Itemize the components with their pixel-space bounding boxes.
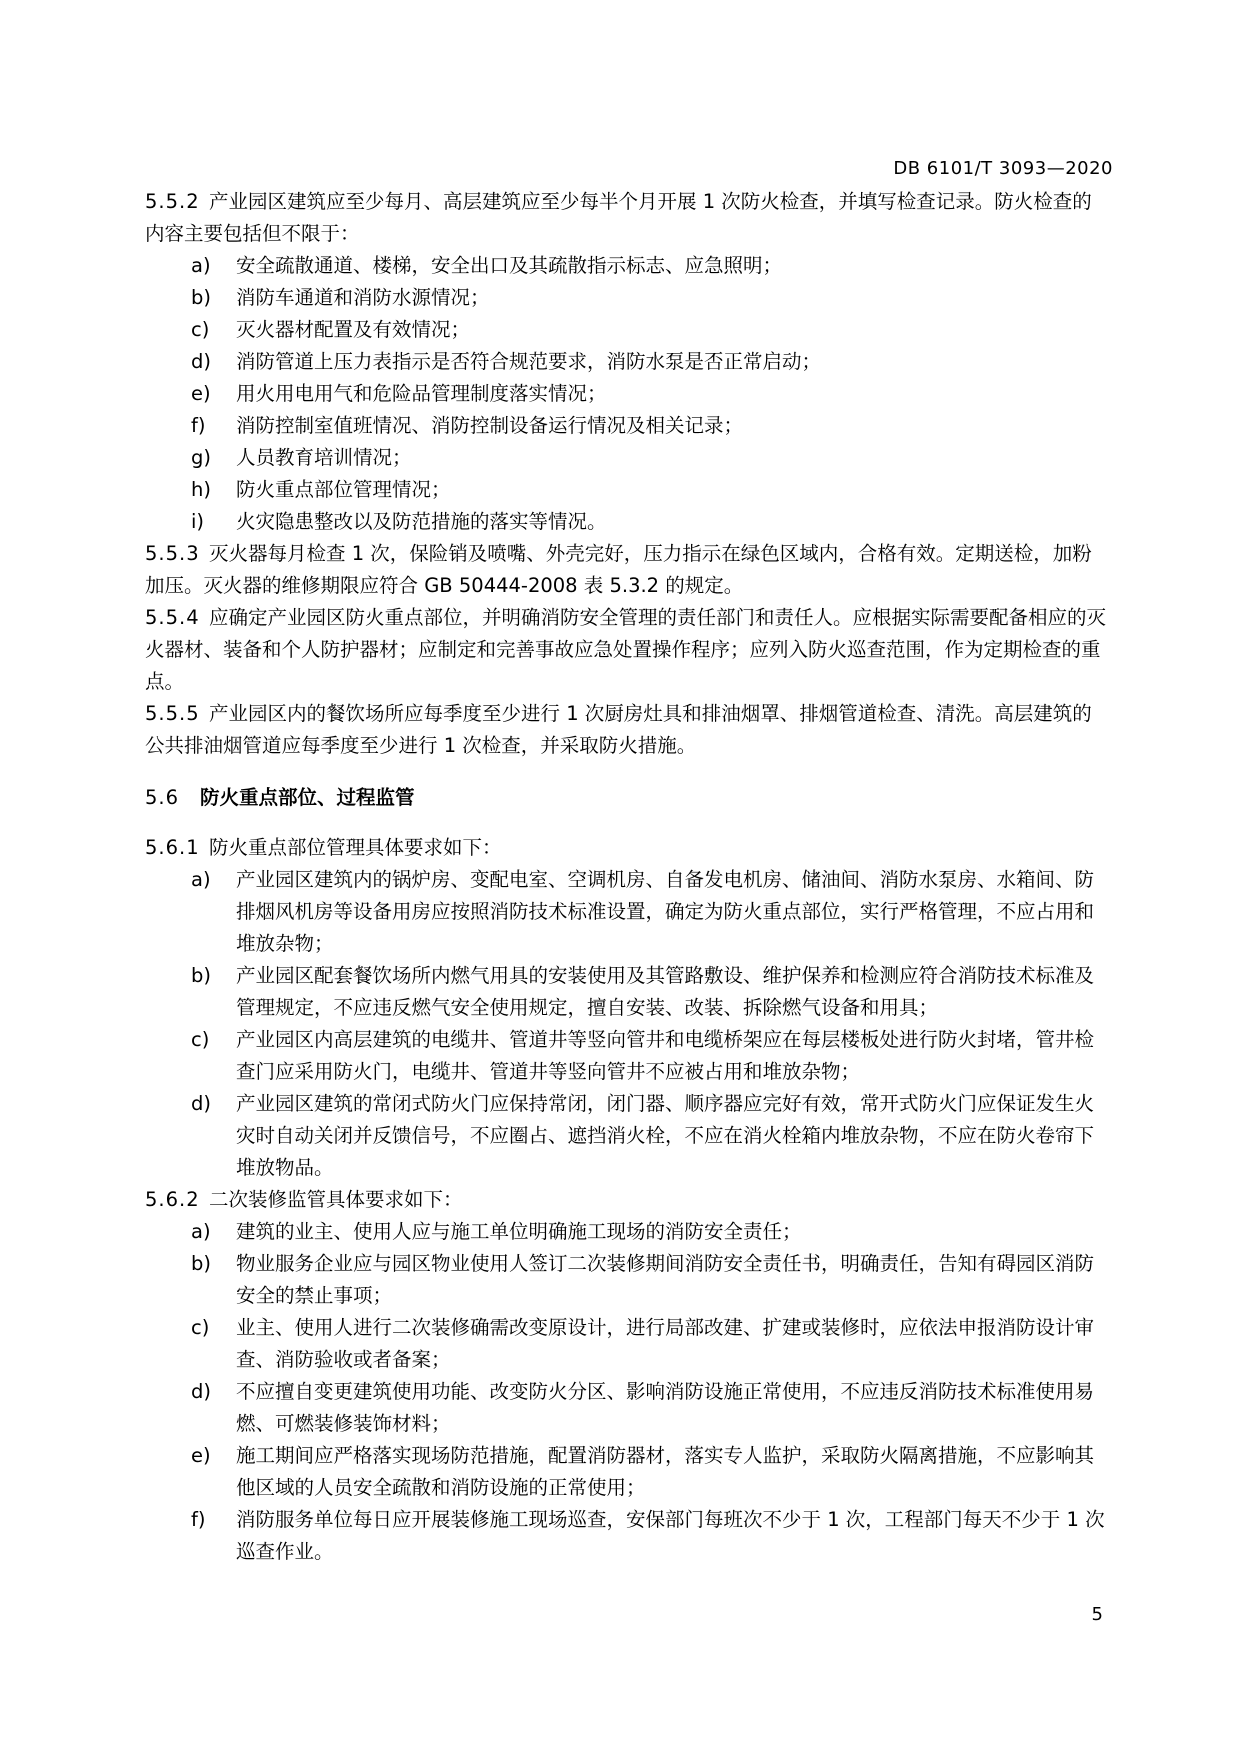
clause-number: 5.5.3 — [145, 542, 200, 565]
list-item — [145, 960, 1111, 1024]
list-item — [145, 314, 1111, 346]
list-text: 产业园区内高层建筑的电缆井、管道井等竖向管井和电缆桥架应在每层楼板处进行防火封堵，管井检查门应采用防火门，电缆井、管道井等竖向管井不应被占用和堆放杂物； — [236, 1028, 1095, 1083]
list-text: 灭火器材配置及有效情况； — [236, 318, 471, 341]
list-item — [145, 378, 1111, 410]
list-label: f) — [191, 1508, 206, 1531]
list-item — [145, 506, 1111, 538]
list-label: b) — [191, 286, 211, 309]
clause-5-5-3 — [145, 538, 1111, 602]
list-label: e) — [191, 382, 211, 405]
list-item — [145, 1376, 1111, 1440]
clause-number: 5.5.2 — [145, 190, 200, 213]
clause-5-6-1 — [145, 832, 1111, 864]
clause-number: 5.6.2 — [145, 1188, 200, 1211]
clause-number: 5.5.5 — [145, 702, 200, 725]
list-label: c) — [191, 318, 210, 341]
list-text: 火灾隐患整改以及防范措施的落实等情况。 — [236, 510, 607, 533]
list-text: 不应擅自变更建筑使用功能、改变防火分区、影响消防设施正常使用，不应违反消防技术标准使用易燃、可燃装修装饰材料； — [236, 1380, 1095, 1435]
list-item — [145, 1024, 1111, 1088]
section-title: 防火重点部位、过程监管 — [200, 786, 415, 809]
list-text: 施工期间应严格落实现场防范措施，配置消防器材，落实专人监护，采取防火隔离措施，不应影响其他区域的人员安全疏散和消防设施的正常使用； — [236, 1444, 1095, 1499]
list-label: a) — [191, 868, 211, 891]
list-label: a) — [191, 1220, 211, 1243]
list-item — [145, 1216, 1111, 1248]
list-item — [145, 1504, 1111, 1568]
document-id: DB 6101/T 3093—2020 — [893, 158, 1113, 179]
list-item — [145, 442, 1111, 474]
clause-text: 产业园区内的餐饮场所应每季度至少进行 1 次厨房灶具和排油烟罩、排烟管道检查、清洗。高层建筑的公共排油烟管道应每季度至少进行 1 次检查，并采取防火措施。 — [145, 702, 1092, 757]
list-label: d) — [191, 1380, 211, 1403]
list-item — [145, 1312, 1111, 1376]
list-label: c) — [191, 1316, 210, 1339]
clause-number: 5.5.4 — [145, 606, 200, 629]
list-text: 用火用电用气和危险品管理制度落实情况； — [236, 382, 607, 405]
list-label: d) — [191, 350, 211, 373]
list-label: i) — [191, 510, 205, 533]
clause-text: 防火重点部位管理具体要求如下： — [209, 836, 502, 859]
clause-number: 5.6.1 — [145, 836, 200, 859]
list-label: a) — [191, 254, 211, 277]
list-label: b) — [191, 964, 211, 987]
list-item — [145, 346, 1111, 378]
clause-5-5-4 — [145, 602, 1111, 698]
list-text: 产业园区配套餐饮场所内燃气用具的安装使用及其管路敷设、维护保养和检测应符合消防技术标准及管理规定，不应违反燃气安全使用规定，擅自安装、改装、拆除燃气设备和用具； — [236, 964, 1095, 1019]
list-label: e) — [191, 1444, 211, 1467]
list-item — [145, 864, 1111, 960]
list-text: 物业服务企业应与园区物业使用人签订二次装修期间消防安全责任书，明确责任，告知有碍园区消防安全的禁止事项； — [236, 1252, 1095, 1307]
list-text: 产业园区建筑的常闭式防火门应保持常闭，闭门器、顺序器应完好有效，常开式防火门应保证发生火灾时自动关闭并反馈信号，不应圈占、遮挡消火栓，不应在消火栓箱内堆放杂物，不应在防火卷帘下堆放物品。 — [236, 1092, 1095, 1179]
list-item — [145, 474, 1111, 506]
list-item — [145, 1440, 1111, 1504]
clause-text: 灭火器每月检查 1 次，保险销及喷嘴、外壳完好，压力指示在绿色区域内，合格有效。定期送检，加粉加压。灭火器的维修期限应符合 GB 50444-2008 表 5.3.2 的规定。 — [145, 542, 1092, 597]
list-text: 产业园区建筑内的锅炉房、变配电室、空调机房、自备发电机房、储油间、消防水泵房、水箱间、防排烟风机房等设备用房应按照消防技术标准设置，确定为防火重点部位，实行严格管理，不应占用和堆放杂物； — [236, 868, 1095, 955]
list-text: 人员教育培训情况； — [236, 446, 412, 469]
clause-text: 产业园区建筑应至少每月、高层建筑应至少每半个月开展 1 次防火检查，并填写检查记录。防火检查的内容主要包括但不限于： — [145, 190, 1092, 245]
list-text: 安全疏散通道、楼梯，安全出口及其疏散指示标志、应急照明； — [236, 254, 783, 277]
list-item — [145, 1088, 1111, 1184]
section-heading-5-6 — [145, 782, 1111, 814]
list-text: 消防车通道和消防水源情况； — [236, 286, 490, 309]
list-item — [145, 410, 1111, 442]
list-text: 消防管道上压力表指示是否符合规范要求，消防水泵是否正常启动； — [236, 350, 822, 373]
document-body — [145, 186, 1111, 1568]
clause-text: 应确定产业园区防火重点部位，并明确消防安全管理的责任部门和责任人。应根据实际需要配备相应的灭火器材、装备和个人防护器材；应制定和完善事故应急处置操作程序；应列入防火巡查范围，作为定期检查的重点。 — [145, 606, 1107, 693]
section-number: 5.6 — [145, 786, 180, 809]
list-label: c) — [191, 1028, 210, 1051]
clause-5-5-5 — [145, 698, 1111, 762]
list-item — [145, 250, 1111, 282]
list-text: 消防服务单位每日应开展装修施工现场巡查，安保部门每班次不少于 1 次，工程部门每天不少于 1 次巡查作业。 — [236, 1508, 1105, 1563]
page-number: 5 — [1091, 1604, 1103, 1625]
list-label: h) — [191, 478, 211, 501]
list-text: 防火重点部位管理情况； — [236, 478, 451, 501]
list-item — [145, 282, 1111, 314]
list-text: 业主、使用人进行二次装修确需改变原设计，进行局部改建、扩建或装修时，应依法申报消防设计审查、消防验收或者备案； — [236, 1316, 1095, 1371]
list-text: 建筑的业主、使用人应与施工单位明确施工现场的消防安全责任； — [236, 1220, 802, 1243]
clause-text: 二次装修监管具体要求如下： — [209, 1188, 463, 1211]
clause-5-6-2 — [145, 1184, 1111, 1216]
list-label: b) — [191, 1252, 211, 1275]
list-label: g) — [191, 446, 211, 469]
list-item — [145, 1248, 1111, 1312]
list-label: f) — [191, 414, 206, 437]
clause-5-5-2 — [145, 186, 1111, 250]
list-label: d) — [191, 1092, 211, 1115]
list-text: 消防控制室值班情况、消防控制设备运行情况及相关记录； — [236, 414, 744, 437]
